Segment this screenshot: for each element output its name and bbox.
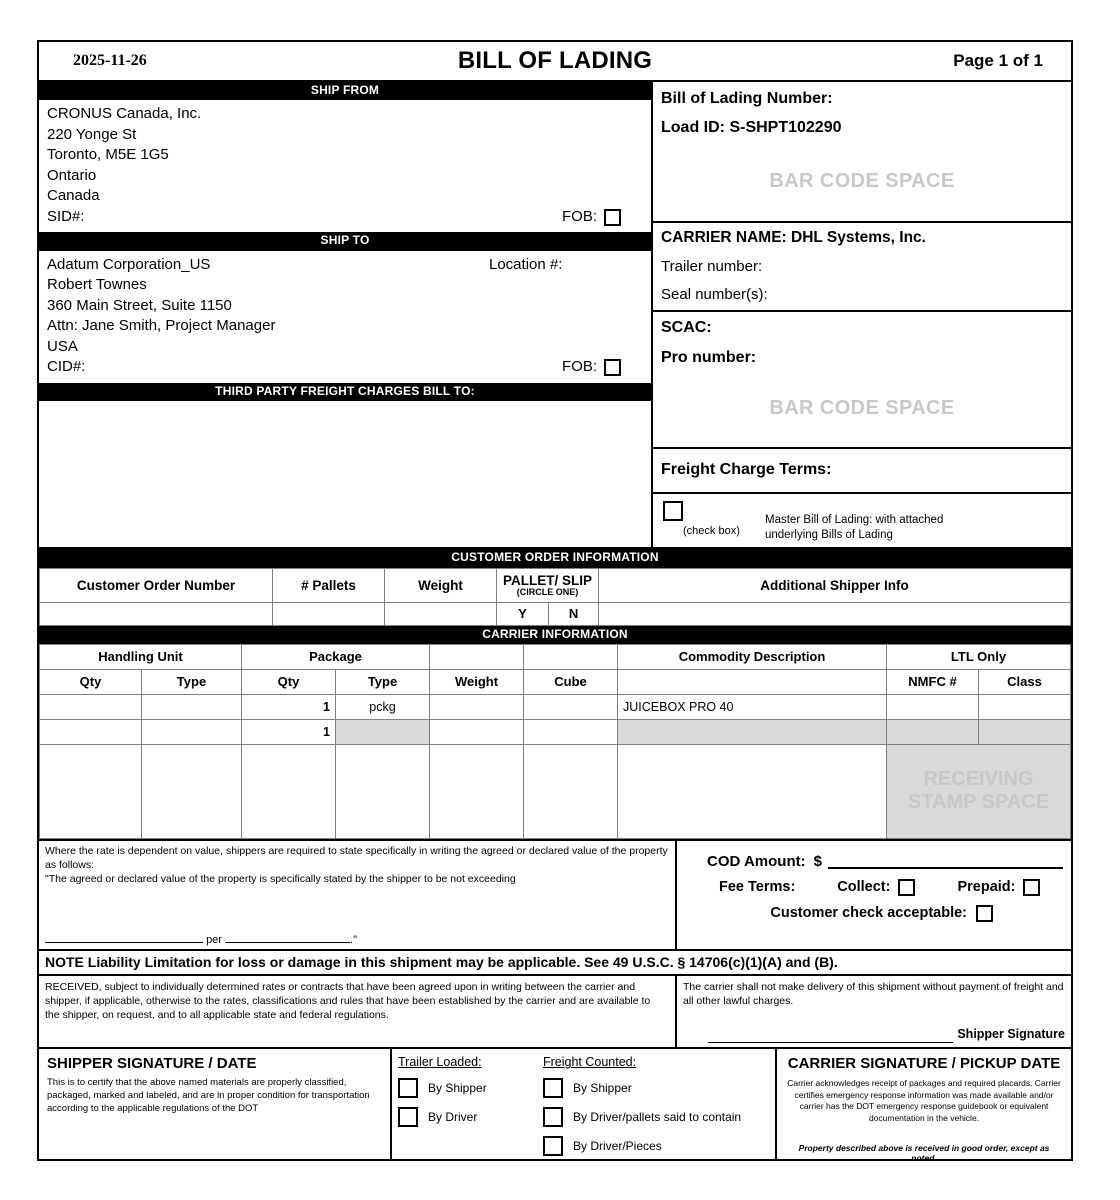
customer-order-table	[39, 568, 1071, 626]
freight-by-driver-pieces-checkbox[interactable]	[543, 1136, 563, 1156]
scac-box	[653, 312, 1071, 449]
freight-counted-label: Freight Counted:	[543, 1055, 637, 1070]
ship-to-bar: SHIP TO	[39, 232, 651, 250]
ship-to-address	[39, 251, 651, 383]
carrier-information-table	[39, 644, 1071, 839]
cell-class[interactable]	[978, 719, 1070, 744]
blank-description[interactable]	[618, 744, 887, 838]
col-weight: Weight	[385, 568, 497, 602]
declared-value-blank2[interactable]	[225, 931, 350, 943]
cell-order-number[interactable]	[40, 602, 273, 625]
freight-by-driver-pallets-checkbox[interactable]	[543, 1107, 563, 1127]
barcode-space-top: BAR CODE SPACE	[769, 170, 955, 192]
rate-cod-row	[39, 839, 1071, 949]
cell-cube[interactable]	[524, 719, 618, 744]
fee-terms-label: Fee Terms:	[719, 879, 796, 896]
third-party-bar: THIRD PARTY FREIGHT CHARGES BILL TO:	[39, 383, 651, 401]
cell-nmfc[interactable]	[886, 694, 978, 719]
ship-from-bar: SHIP FROM	[39, 82, 651, 100]
master-bol-text-line2: underlying Bills of Lading	[765, 528, 893, 541]
carrier-signature-heading: CARRIER SIGNATURE / PICKUP DATE	[787, 1055, 1061, 1073]
cell-nmfc[interactable]	[886, 719, 978, 744]
ship-to-cid-fob-row	[47, 357, 643, 378]
bottom-signature-row	[39, 1049, 1071, 1164]
declared-value-block	[39, 841, 677, 949]
page-title: BILL OF LADING	[457, 47, 653, 74]
col-nmfc: NMFC #	[886, 669, 978, 694]
carrier-name-box	[653, 223, 1071, 312]
cod-block	[677, 841, 1071, 949]
trailer-number-label: Trailer number:	[661, 258, 763, 275]
ship-to-line: Robert Townes	[47, 276, 147, 294]
pallet-slip-yes[interactable]: Y	[497, 602, 549, 625]
upper-block	[39, 82, 1071, 549]
blank-weight[interactable]	[430, 744, 524, 838]
sid-label: SID#:	[47, 207, 85, 225]
ship-from-line: Toronto, M5E 1G5	[47, 146, 169, 164]
blank-hu-type[interactable]	[142, 744, 242, 838]
table-row	[40, 694, 1071, 719]
freight-counted-option	[543, 1136, 771, 1156]
prepaid-checkbox[interactable]	[1023, 879, 1040, 896]
fee-terms-row	[677, 879, 1071, 896]
freight-charge-terms-label: Freight Charge Terms:	[653, 449, 1071, 494]
col-pkg-qty: Qty	[242, 669, 336, 694]
barcode-space-bottom: BAR CODE SPACE	[769, 397, 955, 419]
trailer-loaded-option	[398, 1078, 533, 1098]
cell-pkg-qty[interactable]: 1	[242, 719, 336, 744]
bol-number-box	[653, 82, 1071, 223]
trailer-by-shipper-label: By Shipper	[428, 1081, 487, 1096]
trailer-loaded-option	[398, 1107, 533, 1127]
freight-by-shipper-label: By Shipper	[573, 1081, 632, 1096]
customer-check-row	[677, 905, 1071, 922]
trailer-loaded-block	[392, 1049, 537, 1159]
liability-note: NOTE Liability Limitation for loss or damage in this shipment may be applicable. See 49 U.S.C. § 14706(c)(1)(A) and (B).	[39, 949, 1071, 976]
customer-order-bar: CUSTOMER ORDER INFORMATION	[39, 549, 1071, 567]
master-bol-checkbox-group	[653, 501, 765, 537]
group-handling-unit: Handling Unit	[40, 644, 242, 669]
ship-from-line: 220 Yonge St	[47, 125, 137, 143]
cid-label: CID#:	[47, 358, 86, 376]
cell-description[interactable]: JUICEBOX PRO 40	[618, 694, 887, 719]
carrier-acknowledgement-text: Carrier acknowledges receipt of packages and required placards. Carrier certifies emergency response information was made available and/or carrier has the DOT emergency response guidebook or equivalent documentation in the vehicle.	[787, 1078, 1061, 1123]
per-label: per	[206, 933, 222, 946]
seal-number-label: Seal number(s):	[661, 286, 768, 303]
cod-amount-label: COD Amount:	[707, 852, 806, 870]
ship-to-line: Adatum Corporation_US	[47, 255, 211, 273]
receiving-stamp-line2: STAMP SPACE	[907, 791, 1050, 814]
declared-value-text1: Where the rate is dependent on value, shippers are required to state specifically in writing the agreed or declared value of the property as follows:	[45, 844, 668, 871]
cell-class[interactable]	[978, 694, 1070, 719]
shipper-signature-block	[39, 1049, 392, 1159]
col-pallet-slip	[497, 568, 599, 602]
collect-checkbox[interactable]	[898, 879, 915, 896]
third-party-body	[39, 401, 651, 536]
declared-value-fill-line	[45, 931, 357, 946]
parties-column	[39, 82, 653, 547]
bill-of-lading-document	[37, 40, 1073, 1164]
ship-to-fob-checkbox[interactable]	[604, 359, 621, 376]
received-terms-text: RECEIVED, subject to individually determined rates or contracts that have been agreed upon in writing between the carrier and shipper, if applicable, otherwise to the rates, classifications and rules that have been established by the carrier and are available to the shipper, on request, and to all applicable state and federal regulations.	[39, 976, 677, 1048]
bol-number-label: Bill of Lading Number:	[661, 90, 833, 107]
customer-order-header-row	[40, 568, 1071, 602]
col-hu-type: Type	[142, 669, 242, 694]
col-customer-order-number: Customer Order Number	[40, 568, 273, 602]
ship-to-fob-group	[562, 357, 643, 378]
dollar-sign: $	[813, 852, 822, 870]
receiving-stamp-line1: RECEIVING	[923, 767, 1034, 790]
group-weight-spacer	[430, 644, 524, 669]
customer-check-checkbox[interactable]	[976, 905, 993, 922]
carrier-information-bar: CARRIER INFORMATION	[39, 626, 1071, 644]
trailer-by-shipper-checkbox[interactable]	[398, 1078, 418, 1098]
ship-from-fob-checkbox[interactable]	[604, 209, 621, 226]
freight-counted-option	[543, 1078, 771, 1098]
col-ci-weight: Weight	[430, 669, 524, 694]
group-commodity-description: Commodity Description	[618, 644, 887, 669]
document-date: 2025-11-26	[73, 52, 147, 69]
trailer-by-driver-checkbox[interactable]	[398, 1107, 418, 1127]
page-number: Page 1 of 1	[953, 51, 1043, 70]
freight-by-shipper-checkbox[interactable]	[543, 1078, 563, 1098]
collect-label: Collect:	[837, 879, 891, 896]
freight-by-driver-pieces-label: By Driver/Pieces	[573, 1139, 662, 1154]
declared-value-blank1[interactable]	[45, 931, 203, 943]
cell-additional-info[interactable]	[599, 602, 1071, 625]
document-header	[39, 42, 1071, 82]
receiving-stamp-space	[886, 744, 1070, 838]
freight-by-driver-pallets-label: By Driver/pallets said to contain	[573, 1110, 742, 1125]
carrier-name: CARRIER NAME: DHL Systems, Inc.	[661, 229, 926, 246]
carrier-signature-block	[777, 1049, 1071, 1164]
cell-pkg-qty[interactable]: 1	[242, 694, 336, 719]
ship-from-sid-fob-row	[47, 207, 643, 228]
received-row	[39, 976, 1071, 1050]
group-ltl-only: LTL Only	[886, 644, 1070, 669]
col-pallets: # Pallets	[273, 568, 385, 602]
group-package: Package	[242, 644, 430, 669]
carrier-delivery-text: The carrier shall not make delivery of this shipment without payment of freight and all other lawful charges.	[683, 980, 1064, 1008]
col-class: Class	[978, 669, 1070, 694]
carrier-footer-text: Property described above is received in good order, except as noted.	[798, 1143, 1050, 1164]
checkbox-caption: (check box)	[683, 525, 740, 537]
ship-to-line: Attn: Jane Smith, Project Manager	[47, 317, 276, 335]
col-additional-shipper-info: Additional Shipper Info	[599, 568, 1071, 602]
group-cube-spacer	[524, 644, 618, 669]
fob-label: FOB:	[561, 358, 597, 376]
col-hu-qty: Qty	[40, 669, 142, 694]
pallet-slip-no[interactable]: N	[549, 602, 599, 625]
pro-number-label: Pro number:	[661, 349, 757, 366]
fob-label: FOB:	[561, 207, 597, 225]
customer-order-data-row	[40, 602, 1071, 625]
ship-from-line: Canada	[47, 187, 100, 205]
shipper-signature-label: Shipper Signature	[957, 1027, 1065, 1042]
cell-pkg-type[interactable]	[336, 719, 430, 744]
master-bol-row	[653, 494, 1071, 547]
cell-cube[interactable]	[524, 694, 618, 719]
table-row	[40, 719, 1071, 744]
ship-from-line: CRONUS Canada, Inc.	[47, 105, 202, 123]
cell-hu-type[interactable]	[142, 719, 242, 744]
trailer-by-driver-label: By Driver	[428, 1110, 478, 1125]
ship-from-fob-group	[562, 207, 643, 228]
shipper-signature-heading: SHIPPER SIGNATURE / DATE	[47, 1055, 257, 1073]
load-id: Load ID: S-SHPT102290	[661, 119, 842, 136]
carrier-sub-header-row	[40, 669, 1071, 694]
cell-weight[interactable]	[430, 694, 524, 719]
cell-pallets[interactable]	[273, 602, 385, 625]
circle-one-label: (CIRCLE ONE)	[516, 587, 579, 598]
cell-pkg-type[interactable]: pckg	[336, 694, 430, 719]
closing-quote: ."	[350, 933, 357, 946]
declared-value-text2: "The agreed or declared value of the property is specifically stated by the shipper to be not exceeding	[45, 872, 516, 885]
cell-hu-qty[interactable]	[40, 719, 142, 744]
ship-from-line: Ontario	[47, 166, 97, 184]
col-ci-cube: Cube	[524, 669, 618, 694]
master-bol-text-line1: Master Bill of Lading: with attached	[765, 514, 944, 526]
ship-to-line: USA	[47, 337, 78, 355]
scac-label: SCAC:	[661, 319, 712, 336]
master-bol-text	[765, 501, 943, 542]
freight-counted-option	[543, 1107, 771, 1127]
pallet-slip-label: PALLET/ SLIP	[503, 573, 593, 589]
carrier-delivery-block	[677, 976, 1071, 1048]
shipper-certification-text: This is to certify that the above named materials are properly classified, packaged, marked and labeled, and are in proper condition for transportation according to the applicable regulations of the DOT	[47, 1077, 370, 1114]
cell-weight[interactable]	[385, 602, 497, 625]
cell-weight[interactable]	[430, 719, 524, 744]
cod-amount-input[interactable]	[828, 854, 1063, 869]
cod-amount-row	[677, 853, 1071, 870]
ship-from-address	[39, 100, 651, 232]
customer-check-label: Customer check acceptable:	[770, 905, 967, 922]
prepaid-label: Prepaid:	[957, 879, 1016, 896]
trailer-loaded-label: Trailer Loaded:	[398, 1055, 482, 1070]
cell-description[interactable]	[618, 719, 887, 744]
cell-hu-qty[interactable]	[40, 694, 142, 719]
cell-hu-type[interactable]	[142, 694, 242, 719]
blank-pkg-type[interactable]	[336, 744, 430, 838]
ship-to-line: 360 Main Street, Suite 1150	[47, 296, 232, 314]
freight-counted-block	[537, 1049, 777, 1159]
blank-cube[interactable]	[524, 744, 618, 838]
shipper-signature-row	[683, 1026, 1065, 1043]
master-bol-checkbox[interactable]	[663, 501, 683, 521]
col-ci-description	[618, 669, 887, 694]
blank-hu-qty[interactable]	[40, 744, 142, 838]
blank-pkg-qty[interactable]	[242, 744, 336, 838]
col-pkg-type: Type	[336, 669, 430, 694]
bol-carrier-column	[653, 82, 1071, 547]
location-number-label: Location #:	[489, 255, 563, 273]
shipper-signature-line[interactable]	[708, 1030, 953, 1043]
carrier-blank-row	[40, 744, 1071, 838]
carrier-group-header-row	[40, 644, 1071, 669]
